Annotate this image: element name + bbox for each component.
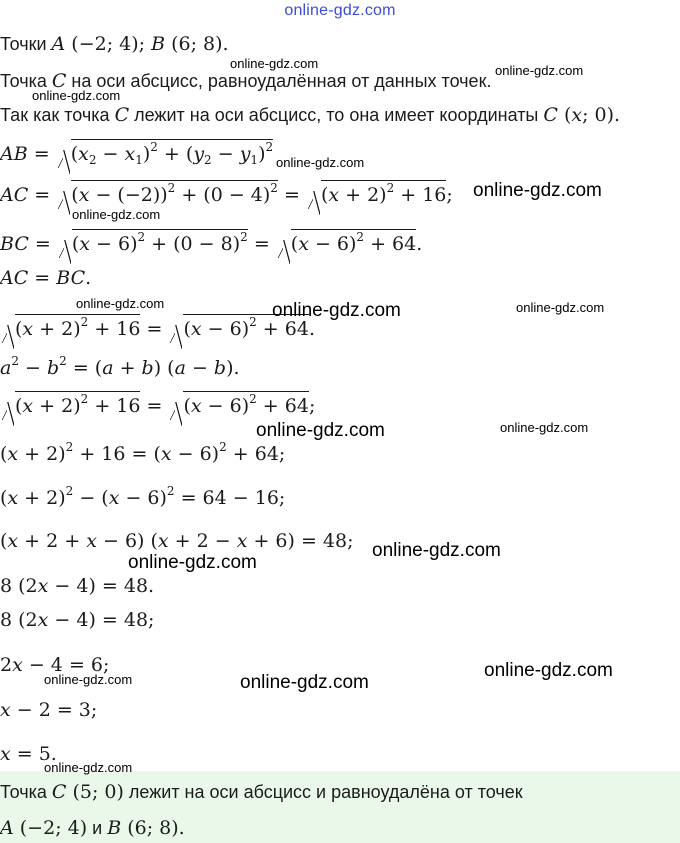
watermark: online-gdz.com — [516, 300, 605, 315]
difference-of-squares: $a^2 - b^2 = (a + b) (a - b)$. — [0, 354, 240, 379]
solution-x: x = 5. — [0, 743, 57, 765]
watermark: online-gdz.com — [500, 420, 589, 435]
watermark: online-gdz.com — [372, 540, 501, 561]
watermark: online-gdz.com — [473, 180, 602, 201]
watermark: online-gdz.com — [484, 660, 613, 681]
equation-roots-2: $(x + 2)^2 + 16 = (x - 6)^2 + 64$; — [0, 392, 315, 417]
formula-ac: AC = $(x - (-2))^2 + (0 - 4)^2 = (x + 2)^2 + 16$; — [0, 181, 453, 206]
watermark: online-gdz.com — [495, 63, 584, 78]
equation-linear-2: x − 2 = 3; — [0, 699, 98, 721]
equation-simplified-2: 8 (2x − 4) = 48; — [0, 609, 155, 631]
equation-factored: (x + 2 + x − 6) (x + 2 − x + 6) = 48; — [0, 530, 354, 552]
watermark: online-gdz.com — [76, 296, 165, 311]
equation-roots: $(x + 2)^2 + 16 = (x - 6)^2 + 64$. — [0, 315, 315, 340]
given-points: Точки A (−2; 4); B (6; 8). — [0, 33, 229, 55]
equation-simplified: 8 (2x − 4) = 48. — [0, 575, 155, 597]
watermark: online-gdz.com — [240, 672, 369, 693]
coordinates-remark: Так как точка C лежит на оси абсцисс, то она имеет координаты C (x; 0). — [0, 104, 621, 126]
problem-statement: Точка C на оси абсцисс, равноудалённая от данных точек. — [0, 70, 492, 92]
formula-ab: AB = $(x_2 - x_1)^2 + (y_2 - y_1)^2$ — [0, 140, 274, 167]
watermark: online-gdz.com — [272, 300, 401, 321]
watermark: online-gdz.com — [128, 552, 257, 573]
watermark: online-gdz.com — [44, 672, 133, 687]
answer-line-2: A (−2; 4) и B (6; 8). — [0, 817, 185, 839]
formula-bc: BC = $(x - 6)^2 + (0 - 8)^2 = (x - 6)^2 + 64$. — [0, 230, 423, 255]
equation-ac-bc: AC = BC. — [0, 267, 92, 289]
watermark: online-gdz.com — [276, 155, 365, 170]
site-header-link[interactable]: online-gdz.com — [284, 2, 396, 19]
watermark: online-gdz.com — [230, 56, 319, 71]
answer-line-1: Точка C (5; 0) лежит на оси абсцисс и равноудалёна от точек — [0, 781, 523, 803]
watermark: online-gdz.com — [72, 207, 161, 222]
answer-box — [0, 771, 680, 843]
equation-squared: $(x + 2)^2 + 16 = (x - 6)^2 + 64$; — [0, 440, 286, 465]
watermark: online-gdz.com — [32, 88, 121, 103]
equation-rearranged: $(x + 2)^2 - (x - 6)^2 = 64 - 16$; — [0, 484, 286, 509]
watermark: online-gdz.com — [44, 760, 133, 775]
watermark: online-gdz.com — [256, 420, 385, 441]
equation-linear: 2x − 4 = 6; — [0, 654, 110, 676]
